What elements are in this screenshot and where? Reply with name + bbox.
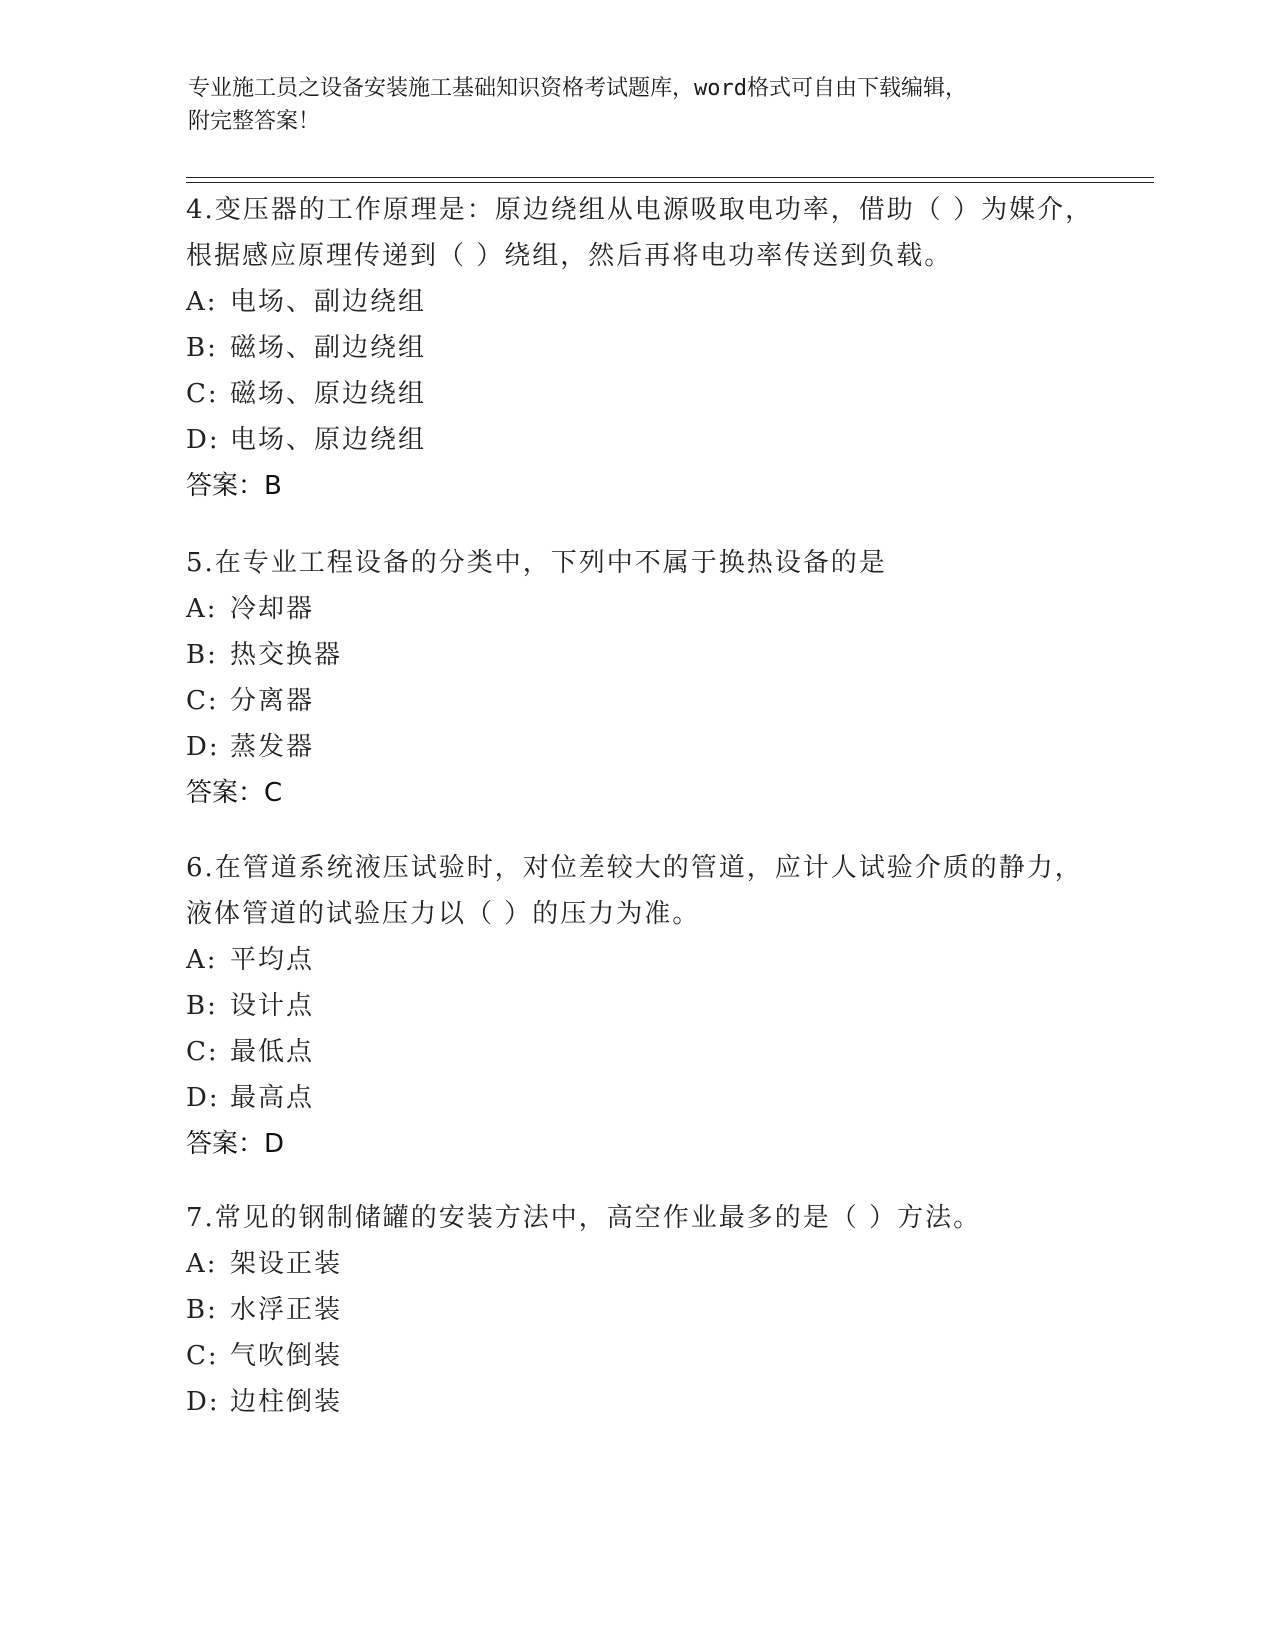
option-text: 架设正装	[230, 1249, 343, 1279]
document-header	[188, 72, 1068, 138]
option-key: A:	[186, 945, 218, 975]
option-key: D:	[186, 1387, 220, 1417]
option-a	[186, 586, 1106, 632]
option-text: 磁场、原边绕组	[230, 379, 427, 409]
option-key: B:	[186, 333, 218, 363]
answer-label: 答案：B	[186, 471, 282, 501]
question-5	[186, 540, 1106, 816]
option-text: 冷却器	[230, 594, 315, 624]
option-key: A:	[186, 287, 218, 317]
option-key: B:	[186, 1295, 218, 1325]
option-c	[186, 1029, 1106, 1075]
header-divider-top	[186, 177, 1154, 178]
option-text: 边柱倒装	[230, 1387, 343, 1417]
option-key: A:	[186, 594, 218, 624]
option-text: 电场、原边绕组	[230, 425, 427, 455]
option-text: 设计点	[230, 991, 315, 1021]
option-key: C:	[186, 1037, 219, 1067]
option-key: C:	[186, 686, 219, 716]
answer-label: 答案：D	[186, 1129, 285, 1159]
option-text: 电场、副边绕组	[230, 287, 427, 317]
option-text: 蒸发器	[230, 732, 315, 762]
header-line-1: 专业施工员之设备安装施工基础知识资格考试题库，word格式可自由下载编辑，	[188, 76, 967, 101]
option-d	[186, 724, 1106, 770]
option-text: 热交换器	[230, 640, 343, 670]
option-a	[186, 279, 1106, 325]
option-text: 气吹倒装	[230, 1341, 343, 1371]
option-b	[186, 632, 1106, 678]
option-text: 平均点	[230, 945, 315, 975]
question-stem: 7.常见的钢制储罐的安装方法中，高空作业最多的是（ ）方法。	[186, 1203, 982, 1233]
option-b	[186, 1287, 1106, 1333]
option-key: D:	[186, 1083, 220, 1113]
option-key: D:	[186, 425, 220, 455]
option-text: 分离器	[230, 686, 315, 716]
option-key: C:	[186, 1341, 219, 1371]
question-stem: 6.在管道系统液压试验时，对位差较大的管道，应计人试验介质的静力，液体管道的试验压力以（ ）的压力为准。	[186, 853, 1083, 929]
option-key: D:	[186, 732, 220, 762]
option-c	[186, 1333, 1106, 1379]
option-text: 磁场、副边绕组	[230, 333, 427, 363]
question-7	[186, 1195, 1106, 1425]
header-divider-bottom	[186, 182, 1154, 183]
option-key: A:	[186, 1249, 218, 1279]
option-a	[186, 1241, 1106, 1287]
header-line-2: 附完整答案！	[188, 109, 321, 134]
option-a	[186, 937, 1106, 983]
question-4	[186, 187, 1106, 509]
option-key: B:	[186, 991, 218, 1021]
question-stem: 5.在专业工程设备的分类中，下列中不属于换热设备的是	[186, 548, 887, 578]
option-d	[186, 1379, 1106, 1425]
option-c	[186, 678, 1106, 724]
option-d	[186, 417, 1106, 463]
question-stem: 4.变压器的工作原理是：原边绕组从电源吸取电功率，借助（ ）为媒介，根据感应原理传递到（ ）绕组，然后再将电功率传送到负载。	[186, 195, 1094, 271]
option-text: 水浮正装	[230, 1295, 343, 1325]
answer-label: 答案：C	[186, 778, 283, 808]
option-c	[186, 371, 1106, 417]
option-b	[186, 325, 1106, 371]
option-text: 最低点	[230, 1037, 315, 1067]
question-6	[186, 845, 1106, 1167]
option-key: C:	[186, 379, 219, 409]
option-d	[186, 1075, 1106, 1121]
option-key: B:	[186, 640, 218, 670]
option-b	[186, 983, 1106, 1029]
option-text: 最高点	[230, 1083, 315, 1113]
